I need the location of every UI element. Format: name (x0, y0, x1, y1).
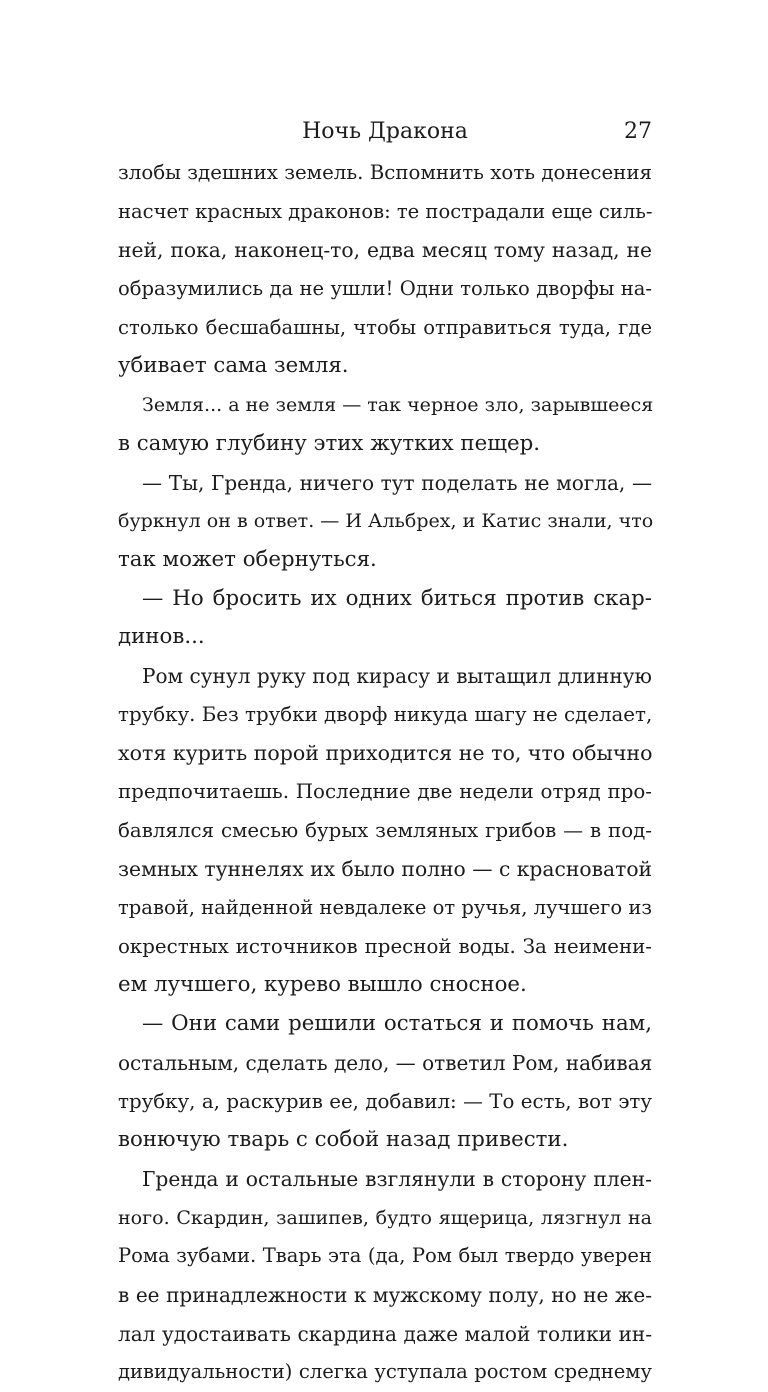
text-line: остальным, сделать дело, — ответил Ром, набивая (118, 1050, 653, 1075)
text-line: Ром сунул руку под кирасу и вытащил длинную (142, 663, 652, 688)
text-line: дивидуальности) слегка уступала ростом среднему (118, 1360, 652, 1384)
running-header (118, 112, 652, 152)
text-line: — Они сами решили остаться и помочь нам, (142, 1011, 652, 1037)
text-line: буркнул он в ответ. — И Альбрех, и Катис знали, что (118, 510, 654, 533)
text-line: предпочитаешь. Последние две недели отряд про- (118, 780, 652, 803)
page-number: 27 (624, 119, 652, 144)
text-line: динов... (118, 624, 205, 650)
text-line: в самую глубину этих жутких пещер. (118, 430, 540, 456)
text-line: бавлялся смесью бурых земляных грибов — в под- (118, 818, 652, 842)
text-line: — Но бросить их одних биться против скар- (142, 585, 652, 611)
text-line: злобы здешних земель. Вспомнить хоть донесения (118, 161, 652, 184)
text-line: образумились да не ушли! Одни только дворфы на- (118, 277, 652, 301)
text-line: столько бесшабашны, чтобы отправиться туда, где (118, 315, 652, 339)
text-line: в ее принадлежности к мужскому полу, но не же- (118, 1282, 652, 1307)
body-text (118, 154, 652, 1392)
text-line: трубку, а, раскурив ее, добавил: — То есть, вот эту (118, 1089, 652, 1113)
text-line: окрестных источников пресной воды. За неимени- (118, 934, 652, 958)
text-line: Гренда и остальные взглянули в сторону плен- (142, 1166, 652, 1191)
text-line: насчет красных драконов: те пострадали еще силь- (118, 199, 653, 223)
text-line: Рома зубами. Тварь эта (да, Ром был твердо уверен (118, 1244, 652, 1268)
text-line: вонючую тварь с собой назад привести. (118, 1127, 569, 1153)
text-line: ного. Скардин, зашипев, будто ящерица, лязгнул на (118, 1206, 652, 1229)
text-line: хотя курить порой приходится не то, что обычно (118, 741, 653, 766)
text-line: Земля... а не земля — так черное зло, зарывшееся (142, 394, 654, 417)
text-line: лал удостаивать скардина даже малой толики ин- (118, 1321, 652, 1346)
text-line: убивает сама земля. (118, 353, 349, 379)
book-title: Ночь Дракона (302, 119, 468, 144)
text-line: ней, пока, наконец-то, едва месяц тому назад, не (118, 238, 652, 263)
text-line: так может обернуться. (118, 546, 377, 572)
text-line: трубку. Без трубки дворф никуда шагу не сделает, (118, 702, 653, 726)
text-line: земных туннелях их было полно — с красноватой (118, 857, 653, 882)
text-line: травой, найденной невдалеке от ручья, лучшего из (118, 896, 653, 920)
text-line: — Ты, Гренда, ничего тут поделать не могла, — (142, 470, 652, 495)
text-line: ем лучшего, курево вышло сносное. (118, 972, 527, 998)
